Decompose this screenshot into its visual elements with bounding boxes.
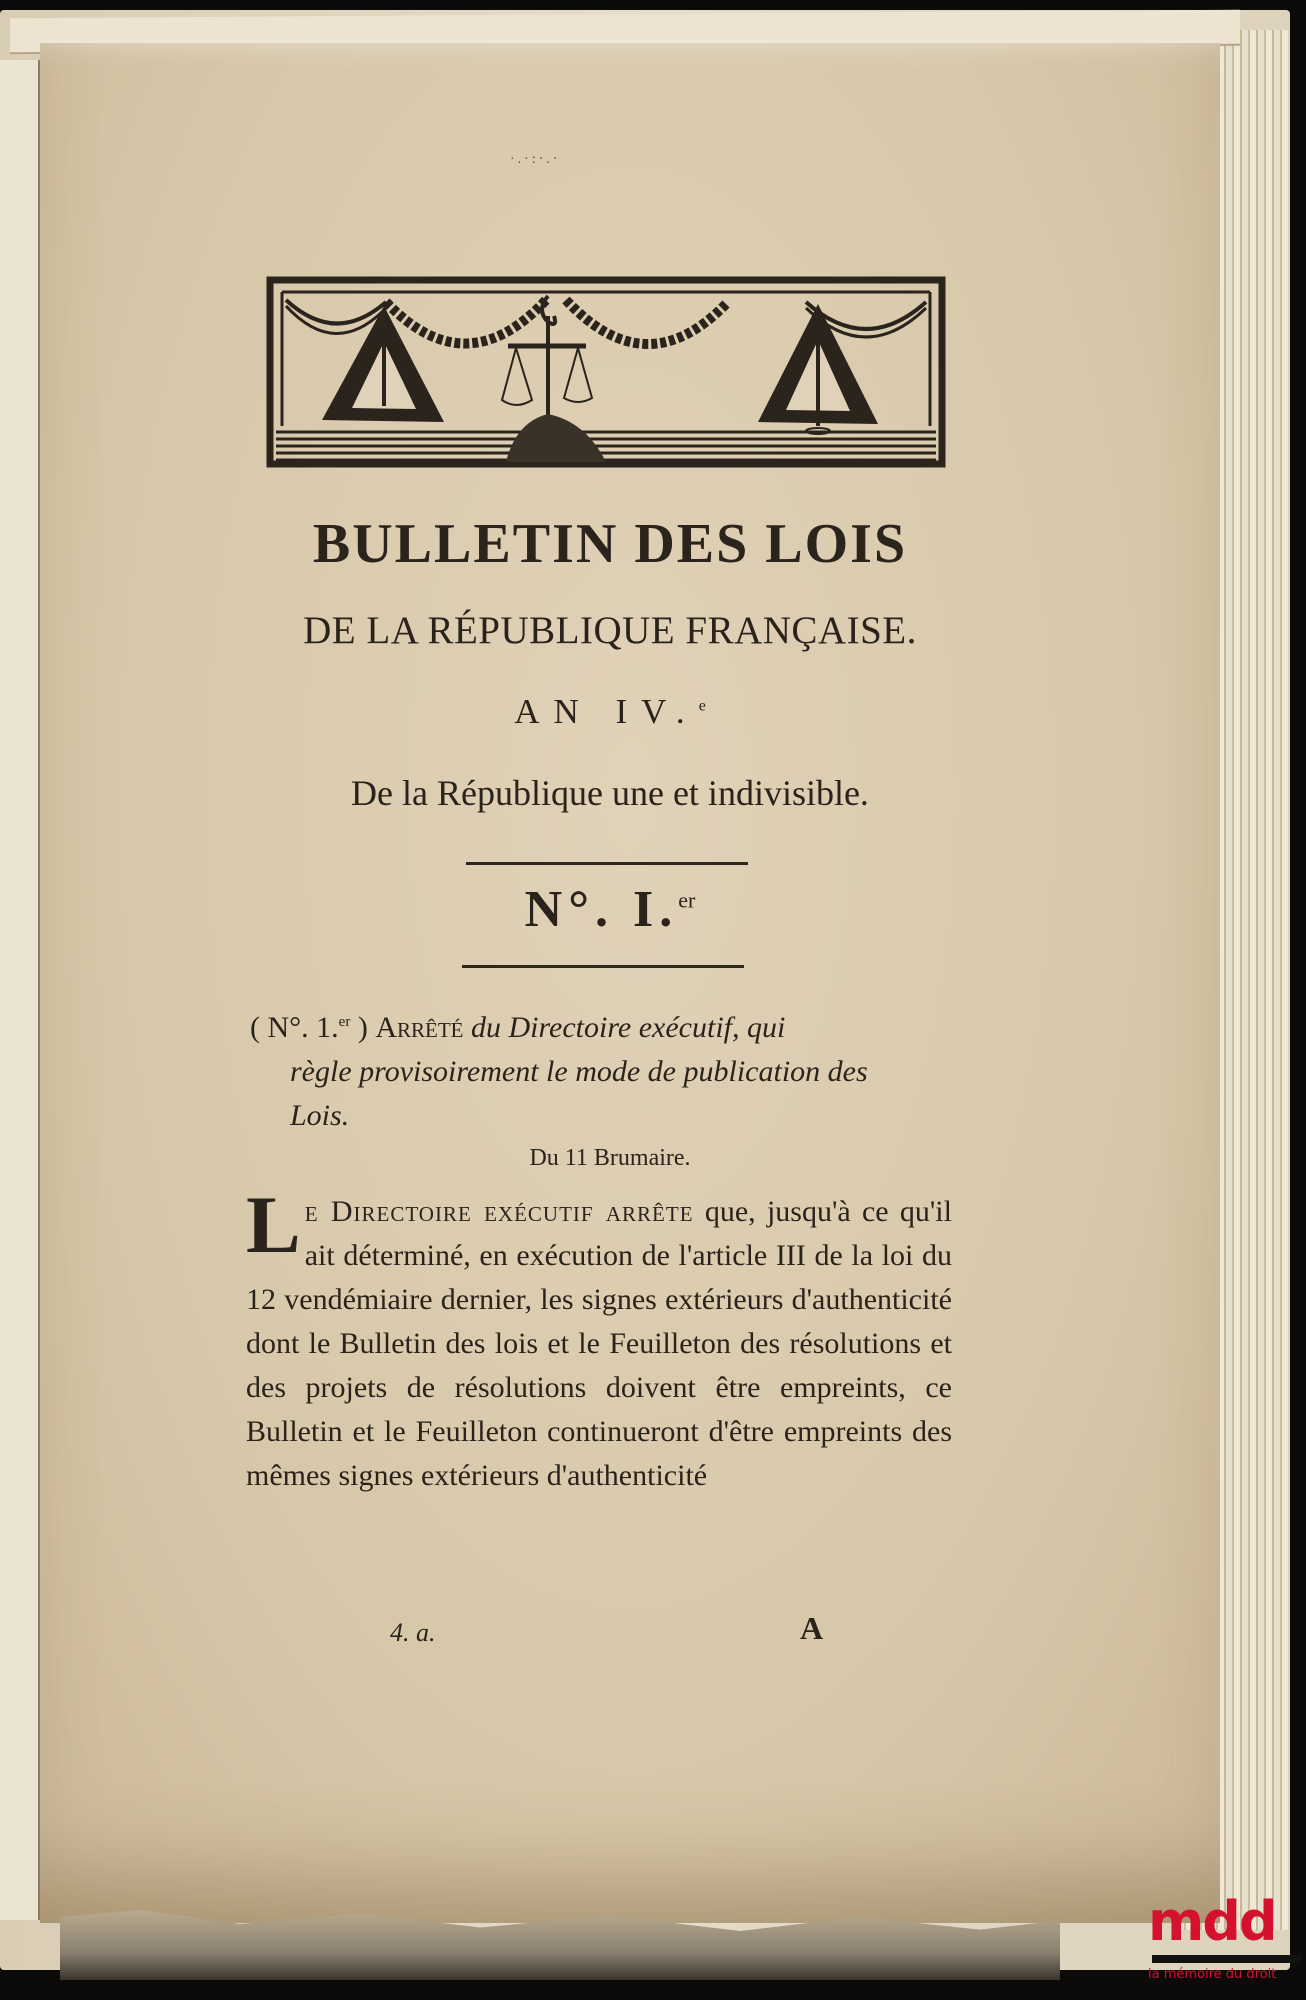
mdd-watermark-logo bbox=[1148, 1890, 1306, 2000]
signature-mark: 4. a. bbox=[390, 1618, 436, 1647]
issue-number bbox=[240, 880, 980, 939]
issue-value: I. bbox=[633, 881, 679, 938]
year-text: AN IV. bbox=[514, 692, 699, 731]
body-lead: e Directoire exécutif arrête bbox=[304, 1195, 694, 1228]
motto: De la République une et indivisible. bbox=[351, 773, 869, 813]
page-subtitle: DE LA RÉPUBLIQUE FRANÇAISE. bbox=[303, 609, 917, 652]
act-ref-sup: er bbox=[338, 1014, 351, 1030]
body-text bbox=[246, 1179, 952, 1498]
act-summary-line2: règle provisoirement le mode de publication des bbox=[290, 1055, 868, 1088]
act-label: Arrêté bbox=[375, 1011, 464, 1044]
page-title: BULLETIN DES LOIS bbox=[312, 513, 908, 575]
scales-of-justice-vignette-icon bbox=[266, 276, 946, 468]
act-summary-line1: du Directoire exécutif, qui bbox=[463, 1011, 786, 1044]
year-superscript: e bbox=[698, 697, 706, 715]
act-summary-line3: Lois. bbox=[290, 1099, 350, 1132]
year-label bbox=[240, 692, 980, 732]
logo-mark: mdd bbox=[1148, 1890, 1276, 1953]
issue-superscript: er bbox=[678, 887, 696, 913]
act-date: Du 11 Brumaire. bbox=[529, 1145, 691, 1171]
rule-bottom bbox=[462, 965, 744, 968]
act-ref-suffix: ) bbox=[350, 1011, 376, 1044]
logo-tagline: la mémoire du droit bbox=[1148, 1967, 1277, 1982]
stray-ink-marks: ·.·:·.· bbox=[510, 152, 561, 167]
act-ref-prefix: ( N°. 1. bbox=[250, 1011, 339, 1044]
gathering-letter: A bbox=[800, 1610, 824, 1646]
drop-cap: L bbox=[246, 1179, 301, 1270]
logo-bar bbox=[1152, 1955, 1302, 1963]
rule-top bbox=[466, 862, 748, 865]
act-heading bbox=[250, 1000, 970, 1138]
body-paragraph: que, jusqu'à ce qu'il ait déterminé, en exécution de l'article III de la loi du 12 vendémiaire dernier, les signes extérieurs d'authenticité dont le Bulletin des lois et le Feuilleton des résolutions et des projets de résolutions doivent être empreints, ce Bulletin et le Feuilleton continueront d'être empreints des mêmes signes extérieurs d'authenticité bbox=[246, 1195, 952, 1492]
issue-prefix: N°. bbox=[524, 881, 614, 938]
left-page-edges bbox=[0, 60, 40, 1920]
